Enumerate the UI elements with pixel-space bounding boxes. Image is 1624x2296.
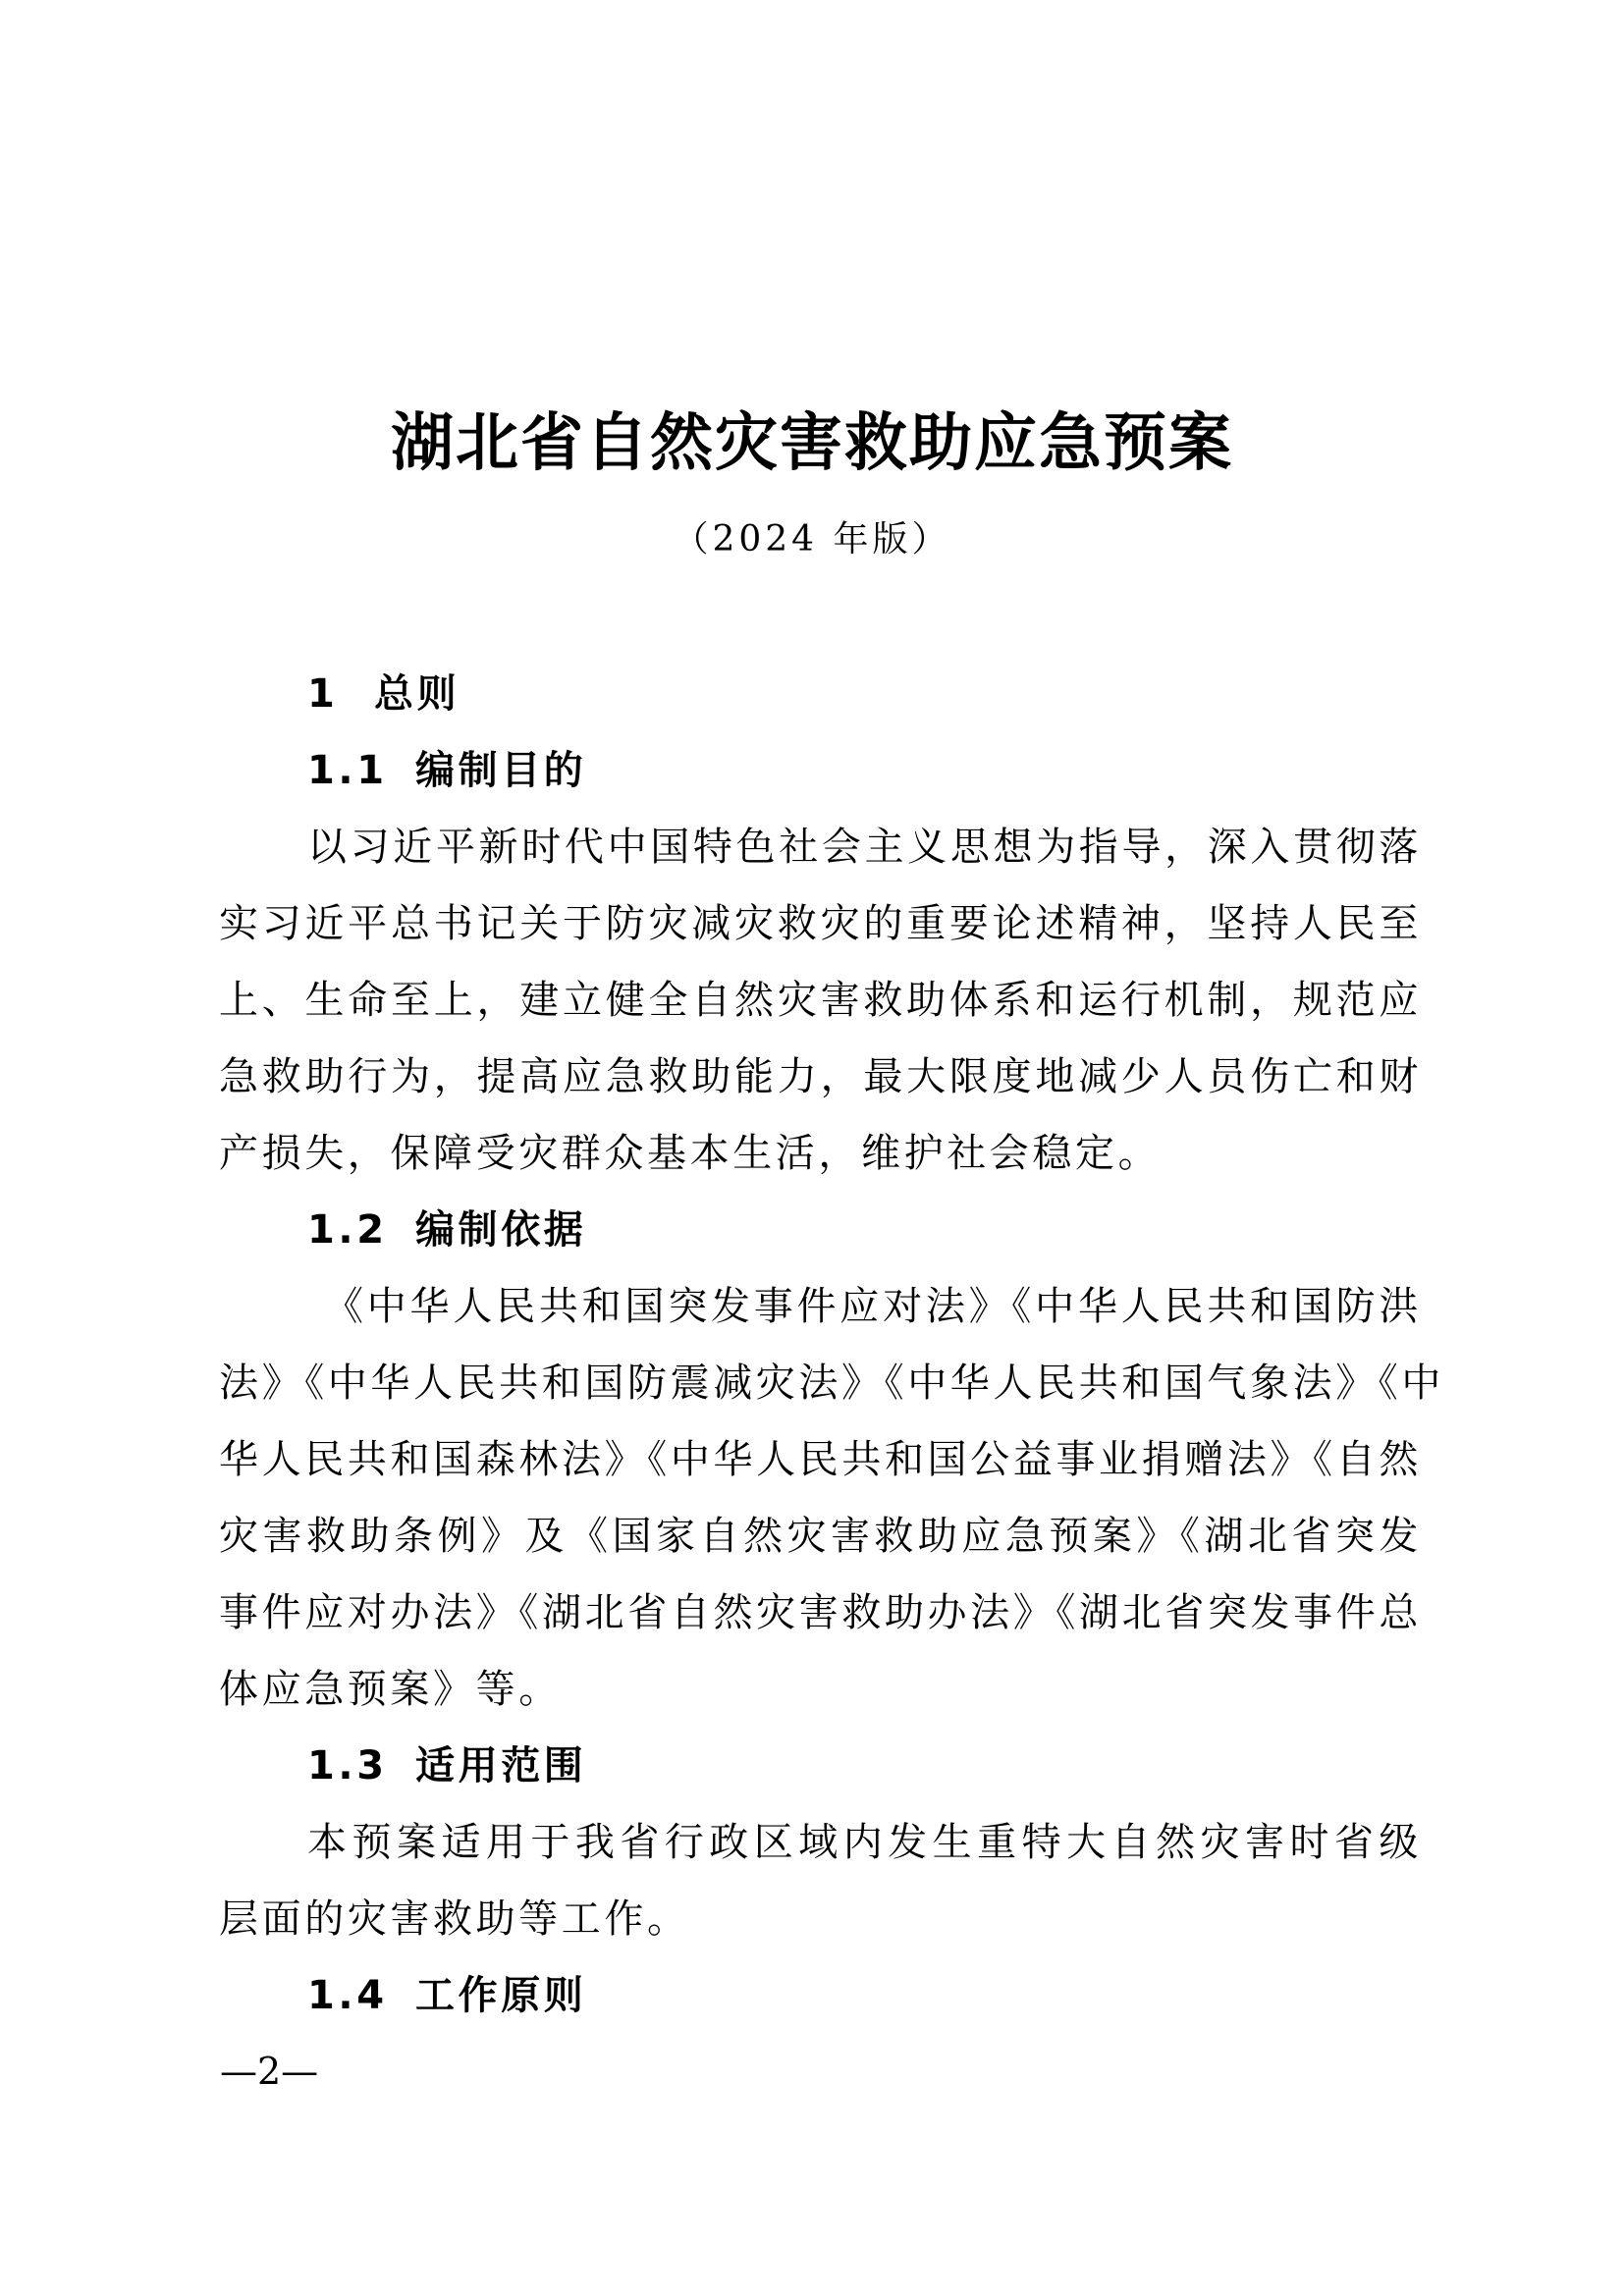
paragraph-line: 本预案适用于我省行政区域内发生重特大自然灾害时省级 xyxy=(307,1820,1422,1865)
page-number: —2— xyxy=(220,2050,319,2093)
section-heading-1-3 xyxy=(219,1728,1422,1804)
section-heading-1-4 xyxy=(219,1957,1422,2034)
section-number: 1.3 xyxy=(307,1743,388,1789)
section-title: 总则 xyxy=(374,671,460,717)
paragraph-line: 产损失，保障受灾群众基本生活，维护社会稳定。 xyxy=(219,1131,1162,1176)
paragraph-line: 实习近平总书记关于防灾减灾救灾的重要论述精神，坚持人民至 xyxy=(219,901,1422,946)
section-number: 1.1 xyxy=(307,748,388,793)
section-title: 编制目的 xyxy=(415,748,587,793)
document-title: 湖北省自然灾害救助应急预案 xyxy=(391,406,1233,480)
section-number: 1.2 xyxy=(307,1207,388,1253)
paragraph-line: 以习近平新时代中国特色社会主义思想为指导，深入贯彻落 xyxy=(307,825,1422,870)
document-body xyxy=(219,656,1444,2034)
section-number: 1.4 xyxy=(307,1973,388,2018)
paragraph-line: 事件应对办法》《湖北省自然灾害救助办法》《湖北省突发事件总 xyxy=(219,1590,1422,1635)
paragraph-line: 华人民共和国森林法》《中华人民共和国公益事业捐赠法》《自然 xyxy=(219,1437,1422,1482)
section-title: 适用范围 xyxy=(415,1743,587,1789)
section-number: 1 xyxy=(307,671,339,717)
paragraph-line: 体应急预案》等。 xyxy=(219,1667,562,1712)
section-heading-1-1 xyxy=(219,732,1422,809)
section-title: 编制依据 xyxy=(415,1207,587,1253)
paragraph-line: 层面的灾害救助等工作。 xyxy=(219,1896,690,1942)
section-title: 工作原则 xyxy=(415,1973,587,2018)
section-heading-1-2 xyxy=(219,1192,1422,1268)
paragraph-line: 上、生命至上，建立健全自然灾害救助体系和运行机制，规范应 xyxy=(219,978,1422,1023)
paragraph-line: 灾害救助条例》及《国家自然灾害救助应急预案》《湖北省突发 xyxy=(219,1514,1422,1559)
paragraph-line: 《中华人民共和国突发事件应对法》《中华人民共和国防洪 xyxy=(324,1284,1422,1329)
paragraph-line: 法》《中华人民共和国防震减灾法》《中华人民共和国气象法》《中 xyxy=(219,1361,1444,1406)
section-heading-1 xyxy=(219,656,1422,732)
document-subtitle: （2024 年版） xyxy=(673,519,951,560)
paragraph-line: 急救助行为，提高应急救助能力，最大限度地减少人员伤亡和财 xyxy=(219,1054,1422,1099)
